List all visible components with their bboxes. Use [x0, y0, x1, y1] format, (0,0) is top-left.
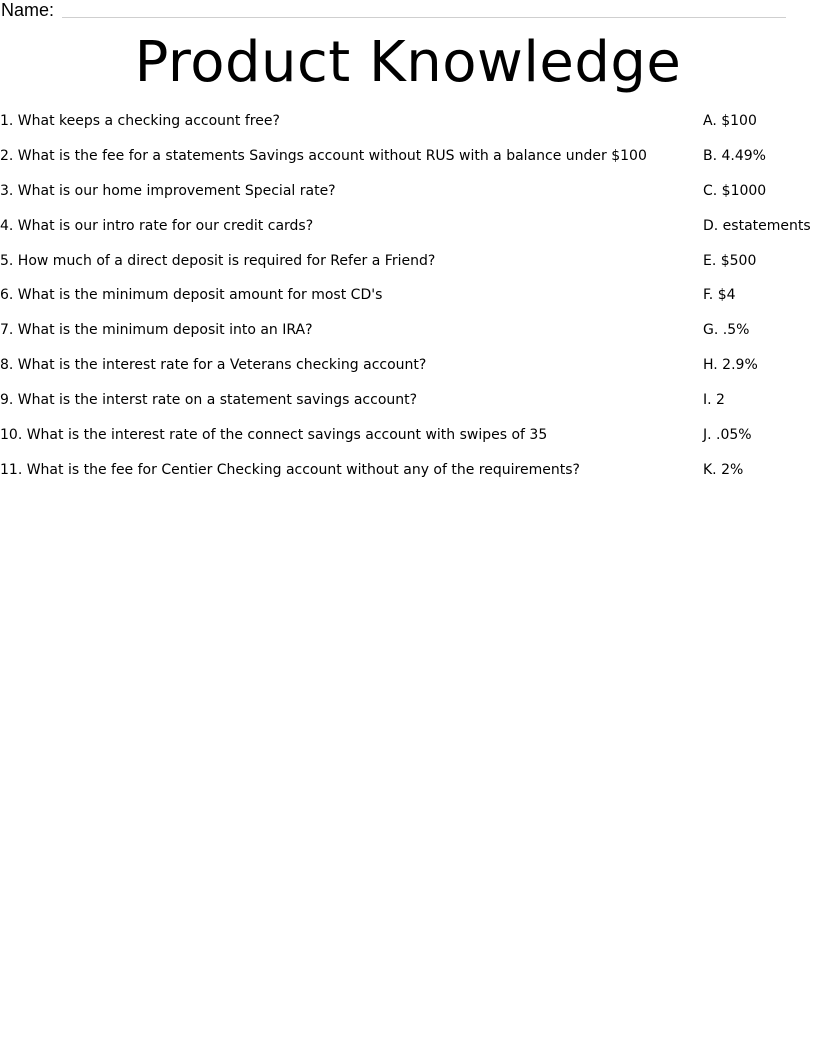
question-item: 6. What is the minimum deposit amount for most CD's	[0, 287, 383, 304]
question-item: 8. What is the interest rate for a Veterans checking account?	[0, 357, 427, 374]
question-item: 2. What is the fee for a statements Savings account without RUS with a balance under $100	[0, 147, 647, 164]
name-input-line[interactable]	[62, 17, 786, 18]
question-item: 9. What is the interst rate on a statement savings account?	[0, 392, 418, 409]
question-item: 4. What is our intro rate for our credit cards?	[0, 217, 314, 234]
answer-item: F. $4	[703, 287, 736, 304]
answer-item: H. 2.9%	[703, 357, 758, 374]
question-item: 10. What is the interest rate of the connect savings account with swipes of 35	[0, 427, 548, 444]
answer-item: I. 2	[703, 392, 725, 409]
answer-item: G. .5%	[703, 322, 750, 339]
question-item: 7. What is the minimum deposit into an IRA?	[0, 322, 313, 339]
answer-item: B. 4.49%	[703, 147, 766, 164]
question-item: 11. What is the fee for Centier Checking account without any of the requirements?	[0, 461, 580, 478]
question-item: 3. What is our home improvement Special rate?	[0, 182, 336, 199]
answer-item: A. $100	[703, 113, 757, 129]
answer-item: C. $1000	[703, 182, 767, 199]
question-item: 5. How much of a direct deposit is required for Refer a Friend?	[0, 252, 436, 269]
answer-item: D. estatements	[703, 217, 811, 234]
answer-item: K. 2%	[703, 461, 744, 478]
name-label: Name:	[1, 0, 55, 20]
page-title: Product Knowledge	[134, 30, 682, 95]
question-list	[0, 111, 690, 495]
answer-item: J. .05%	[703, 427, 752, 444]
name-field-row	[0, 0, 790, 20]
answer-list	[703, 111, 816, 495]
question-item: 1. What keeps a checking account free?	[0, 113, 280, 129]
answer-item: E. $500	[703, 252, 757, 269]
